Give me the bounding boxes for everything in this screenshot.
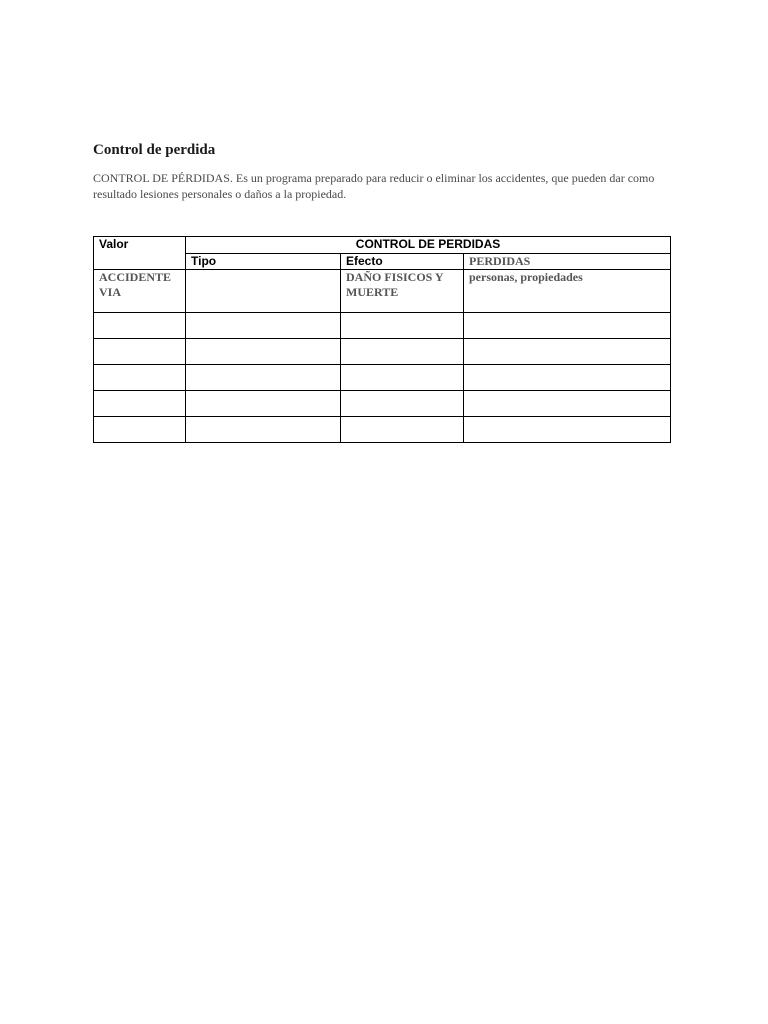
intro-text: CONTROL DE PÉRDIDAS. Es un programa preparado para reducir o eliminar los accidentes, que pueden dar como resultado lesiones personales o daños a la propiedad. (93, 171, 655, 201)
table-row-empty (94, 391, 671, 417)
header-control-de-perdidas: CONTROL DE PERDIDAS (186, 237, 671, 254)
empty-cell (341, 365, 464, 391)
table-row (94, 270, 671, 313)
empty-cell (464, 313, 671, 339)
cell-tipo (186, 270, 341, 313)
empty-cell (94, 365, 186, 391)
empty-cell (464, 391, 671, 417)
empty-cell (186, 365, 341, 391)
empty-cell (464, 417, 671, 443)
cell-valor: ACCIDENTE VIA (94, 270, 186, 313)
empty-cell (341, 313, 464, 339)
table-header-row (94, 237, 671, 254)
intro-paragraph (93, 170, 673, 202)
table-row-empty (94, 313, 671, 339)
empty-cell (94, 339, 186, 365)
empty-cell (186, 339, 341, 365)
empty-cell (464, 339, 671, 365)
empty-cell (94, 313, 186, 339)
cell-perdidas: personas, propiedades (464, 270, 671, 313)
empty-cell (341, 417, 464, 443)
empty-cell (186, 313, 341, 339)
page-title: Control de perdida (93, 142, 216, 158)
header-perdidas: PERDIDAS (464, 254, 671, 270)
header-valor: Valor (94, 237, 186, 270)
header-tipo: Tipo (186, 254, 341, 270)
empty-cell (341, 339, 464, 365)
empty-cell (341, 391, 464, 417)
header-efecto: Efecto (341, 254, 464, 270)
empty-cell (94, 417, 186, 443)
table-row-empty (94, 365, 671, 391)
empty-cell (186, 417, 341, 443)
empty-cell (186, 391, 341, 417)
loss-control-table (93, 236, 671, 443)
table-row-empty (94, 417, 671, 443)
cell-efecto: DAÑO FISICOS Y MUERTE (341, 270, 464, 313)
table-row-empty (94, 339, 671, 365)
empty-cell (94, 391, 186, 417)
empty-cell (464, 365, 671, 391)
